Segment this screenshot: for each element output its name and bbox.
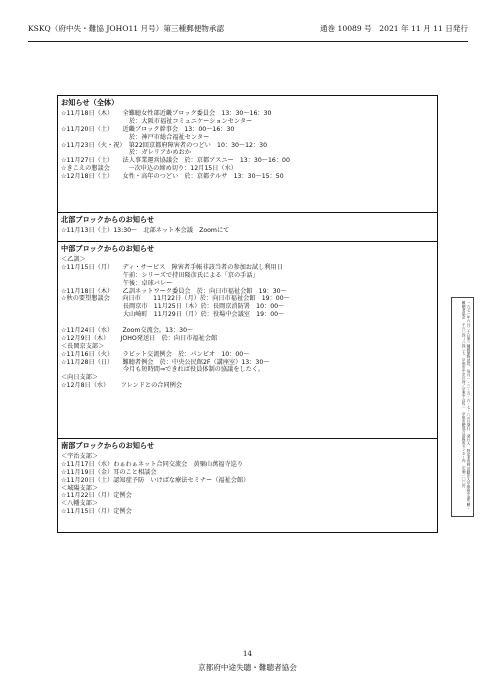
- notice-line: ＜八幡支部＞: [61, 500, 99, 508]
- notice-line: 於：大阪市福祉コミュニケーションセンター: [61, 117, 253, 125]
- notice-line: ＜向日支部＞: [61, 374, 99, 382]
- notice-box: [57, 95, 438, 533]
- page-header: [28, 23, 468, 34]
- section-lines: [61, 227, 434, 235]
- section-title: お知らせ（全体）: [61, 98, 119, 107]
- section-south: [58, 439, 437, 532]
- notice-line: ☆12月9日（木） JOHO発送日 於：向日市福祉会館: [61, 334, 218, 342]
- notice-line: ☆秋の要望懇談会 向日市 11月22日（月）於：向日市福祉会館 19：00〜: [61, 295, 290, 303]
- notice-line: 午前：シリーズで持田隆彦氏による「京の手話」: [61, 271, 259, 279]
- notice-line: ☆11月19日（金）耳のこと相談会: [61, 468, 157, 476]
- notice-line: ☆11月18日（木） 全難聴女性部近畿ブロック委員会 13：30〜16：30: [61, 110, 272, 117]
- notice-line: ☆11月16日（火） ラビット交流例会 於：パンビオ 10：00〜: [61, 350, 250, 358]
- page-number: 14: [243, 650, 252, 658]
- notice-line: 於：ガレリアかめおか: [61, 149, 191, 157]
- notice-line: ☆11月24日（水） Zoom交流会。13：30〜: [61, 327, 194, 335]
- postal-sidenote: 一九七一年六月二十日第三種郵便物認可 毎月一・三・五・六・七・八の日発行 発行人 特定非営利活動法人京都府中途失聴・難聴者協会 〒六〇四−八四三七 京都市中京区西ノ京東中合町二 京都市聴覚言語障害センター内 定価一〇〇円: [451, 297, 474, 517]
- notice-line: ☆11月20日（土）認知症予防 いけばな療法セミナー（福祉会館）: [61, 476, 250, 484]
- header-rule: [28, 41, 468, 42]
- header-left: KSKQ（府中失・難協 JOHO11 月号）第三種郵便物承認: [28, 24, 225, 33]
- section-lines: [61, 110, 434, 181]
- notice-line: ☆12月8日（水） フレンドとの合同例会: [61, 382, 183, 390]
- header-right: 通巻 10089 号 2021 年 11 月 11 日発行: [319, 24, 468, 33]
- notice-line: [61, 319, 434, 327]
- notice-line: 於：神戸市総合福祉センター: [61, 133, 210, 141]
- section-north: [58, 213, 437, 242]
- notice-line: 大山崎町 11月29日（月）於：役場中会議室 19：00〜: [61, 311, 285, 319]
- section-central: [58, 242, 437, 439]
- section-title: 中部ブロックからのお知らせ: [61, 244, 155, 253]
- section-title: 北部ブロックからのお知らせ: [61, 215, 155, 224]
- notice-line: ☆11月18日（木） 乙訓ネットワーク委員会 於：向日市福祉会館 19：30〜: [61, 287, 287, 295]
- notice-line: ☆11月15日（月）定例会: [61, 508, 132, 516]
- notice-line: ☆11月23日（火・祝） 第22回京都府障害者のつどい 10：30〜12：30: [61, 141, 268, 149]
- notice-line: ＜宇治支部＞: [61, 453, 99, 460]
- notice-line: ☆11月27日（土） 法人事業運営協議会 於：京都アスニー 13：30〜16：00: [61, 157, 290, 165]
- notice-line: ＜城陽支部＞: [61, 484, 99, 492]
- notice-line: ☆11月17日（水）わぁわぁネット合同交流会 黄檗山萬福寺巡り: [61, 460, 244, 468]
- section-lines: [61, 256, 434, 390]
- notice-line: ☆11月20日（土） 近畿ブロック幹事会 13：00〜16：30: [61, 125, 235, 133]
- notice-line: ☆12月18日（土） 女性・高年のつどい 於：京都テルサ 13：30〜15：50: [61, 173, 284, 181]
- notice-line: ＜乙訓＞: [61, 256, 86, 263]
- notice-line: 長岡京市 11月25日（木）於：長岡京消防署 10：00〜: [61, 303, 285, 311]
- notice-line: ☆11月28日（日） 難聴者例会 於：中央公民館2F（講座室）13：30〜: [61, 358, 270, 366]
- notice-line: ☆11月15日（月） ディ・サービス 障害者手帳非該当者の参加お試し利用日: [61, 263, 283, 271]
- notice-line: ☆きこえの懇談会 一次申込の締め切り：12月15日（水）: [61, 165, 237, 173]
- notice-line: ☆11月13日（土）13:30〜 北部ネット本会議 Zoomにて: [61, 227, 230, 234]
- notice-line: 今月も短時間⇒できれば役員体制の協議をしたく。: [61, 366, 265, 374]
- notice-line: ☆11月22日（月）定例会: [61, 492, 132, 500]
- section-title: 南部ブロックからのお知らせ: [61, 441, 155, 450]
- footer-organization: 京都府中途失聴・難聴者協会: [198, 663, 297, 672]
- notice-line: ＜長岡京支部＞: [61, 342, 105, 350]
- notice-line: 午後：卓球バレー: [61, 279, 173, 287]
- section-general: [58, 96, 437, 213]
- section-lines: [61, 453, 434, 516]
